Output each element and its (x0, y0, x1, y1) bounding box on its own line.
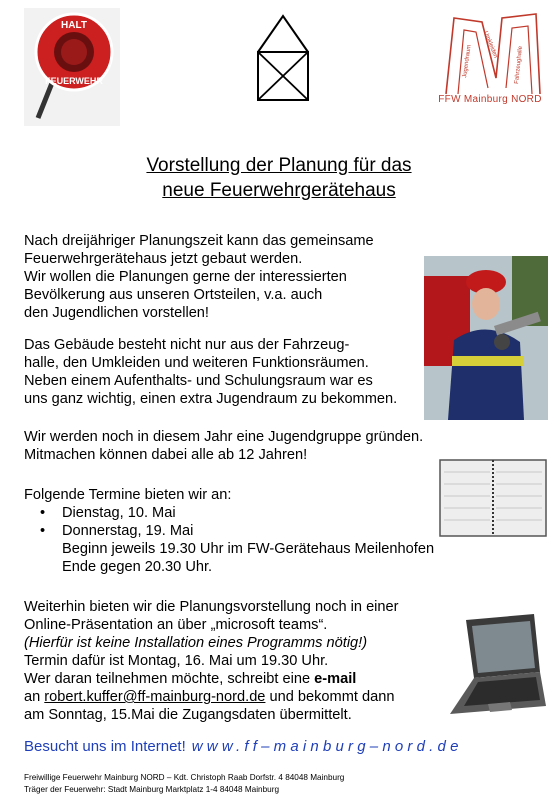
halt-text: HALT (61, 20, 87, 31)
firefighter-photo (424, 256, 548, 420)
laptop-image (440, 614, 548, 718)
feuerwehr-text: FEUERWEHR (45, 76, 103, 86)
online-line-6 (24, 688, 399, 706)
online-line-6-prefix: an (24, 689, 45, 705)
website-line (24, 738, 463, 755)
title-line-2: neue Feuerwehrgerätehaus (162, 180, 396, 201)
dates-heading: Folgende Termine bieten wir an: (24, 487, 232, 503)
website-label: Besucht uns im Internet! (24, 738, 186, 755)
ffw-band-fahrzeughalle: Fahrzeughalle (514, 45, 524, 85)
date-text: Donnerstag, 19. Mai (62, 523, 194, 539)
online-line-5-text: Wer daran teilnehmen möchte, schreibt eine (24, 671, 315, 687)
ffw-band-umkleiden: Umkleiden (482, 30, 499, 60)
calendar-image (438, 458, 548, 538)
online-paragraph (24, 598, 399, 724)
online-line-6-suffix: und bekommt dann (265, 689, 395, 705)
bullet-icon: • (40, 523, 46, 539)
halt-sign-logo (24, 8, 120, 126)
online-line-1: Weiterhin bieten wir die Planungsvorstellung noch in einer (24, 599, 399, 615)
website-link[interactable]: www.ff–mainburg–nord.de (191, 738, 463, 755)
bullet-icon: • (40, 505, 46, 521)
building-paragraph: Das Gebäude besteht nicht nur aus der Fahrzeug- halle, den Umkleiden und weiteren Funktionsräumen. Neben einem Aufenthalts- und Schulungsraum war es uns ganz wichtig, einen extra Jugendraum zu bekommen. (24, 337, 398, 407)
youth-group-paragraph: Wir werden noch in diesem Jahr eine Jugendgruppe gründen. Mitmachen können dabei alle ab 12 Jahren! (24, 429, 424, 463)
ffw-logo (436, 8, 546, 108)
email-label: e-mail (314, 671, 357, 687)
ffw-band-jugendraum: Jugendraum (462, 44, 473, 79)
title-line-1: Vorstellung der Planung für das (146, 155, 412, 176)
online-line-3: (Hierfür ist keine Installation eines Programms nötig!) (24, 635, 368, 651)
page-title (0, 153, 558, 203)
ffw-caption: FFW Mainburg NORD (438, 94, 542, 105)
dates-details: Beginn jeweils 19.30 Uhr im FW-Gerätehaus Meilenhofen Ende gegen 20.30 Uhr. (62, 541, 435, 575)
online-line-2: Online-Präsentation an über „microsoft teams“. (24, 617, 328, 633)
footer-line-2: Träger der Feuerwehr: Stadt Mainburg Marktplatz 1-4 84048 Mainburg (24, 785, 279, 794)
list-item (40, 522, 193, 540)
list-item (40, 504, 193, 522)
online-line-7: am Sonntag, 15.Mai die Zugangsdaten übermittelt. (24, 707, 352, 723)
footer-line-1: Freiwillige Feuerwehr Mainburg NORD – Kdt. Christoph Raab Dorfstr. 4 84048 Mainburg (24, 773, 345, 782)
email-link[interactable]: robert.kuffer@ff-mainburg-nord.de (44, 689, 266, 705)
house-sketch-icon (254, 12, 312, 104)
date-text: Dienstag, 10. Mai (62, 505, 176, 521)
online-line-5 (24, 670, 399, 688)
dates-list (40, 504, 193, 540)
online-line-4: Termin dafür ist Montag, 16. Mai um 19.30 Uhr. (24, 653, 329, 669)
intro-paragraph: Nach dreijähriger Planungszeit kann das gemeinsame Feuerwehrgerätehaus jetzt gebaut werden. Wir wollen die Planungen gerne der interessierten Bevölkerung aus unseren Ortsteilen, v.a. auch den Jugendlichen vorstellen! (24, 233, 374, 321)
